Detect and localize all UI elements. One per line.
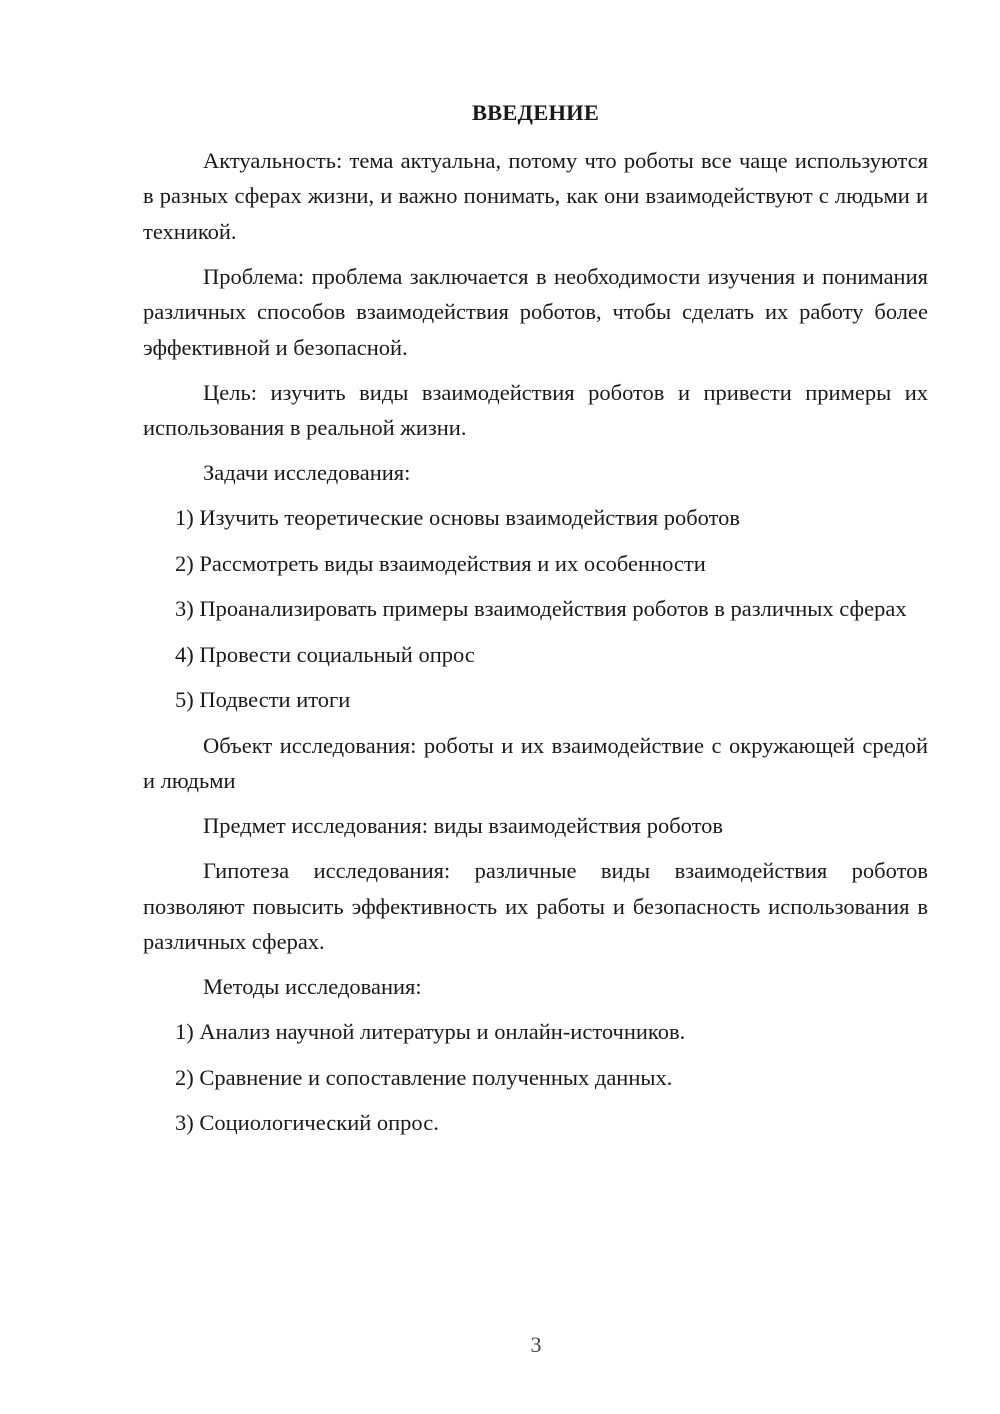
methods-title: Методы исследования: [203,974,422,999]
relevance-paragraph: Актуальность: тема актуальна, потому что роботы все чаще используются в разных сферах жизни, и важно понимать, как они взаимодействуют с людьми и техникой. [143,147,928,244]
method-item: 1) Анализ научной литературы и онлайн-источников. [175,1019,686,1044]
object-paragraph: Объект исследования: роботы и их взаимодействие с окружающей средой и людьми [143,732,928,793]
task-item: 2) Рассмотреть виды взаимодействия и их особенности [175,550,706,576]
problem-paragraph: Проблема: проблема заключается в необходимости изучения и понимания различных способов взаимодействия роботов, чтобы сделать их работу более эффективной и безопасной. [143,263,928,360]
task-item: 3) Проанализировать примеры взаимодействия роботов в различных сферах [175,596,907,621]
section-heading: ВВЕДЕНИЕ [471,100,600,125]
page-content [143,95,928,1151]
tasks-title: Задачи исследования: [203,460,411,485]
task-item: 5) Подвести итоги [175,687,351,712]
hypothesis-paragraph: Гипотеза исследования: различные виды взаимодействия роботов позволяют повысить эффективность их работы и безопасность использования в различных сферах. [143,858,928,954]
task-item: 4) Провести социальный опрос [175,641,475,667]
page-number: 3 [530,1332,542,1357]
method-item: 3) Социологический опрос. [175,1110,439,1135]
method-item: 2) Сравнение и сопоставление полученных данных. [175,1064,673,1090]
goal-paragraph: Цель: изучить виды взаимодействия роботов и привести примеры их использования в реальной жизни. [143,379,928,440]
task-item: 1) Изучить теоретические основы взаимодействия роботов [175,505,741,530]
subject-paragraph: Предмет исследования: виды взаимодействия роботов [203,813,724,838]
